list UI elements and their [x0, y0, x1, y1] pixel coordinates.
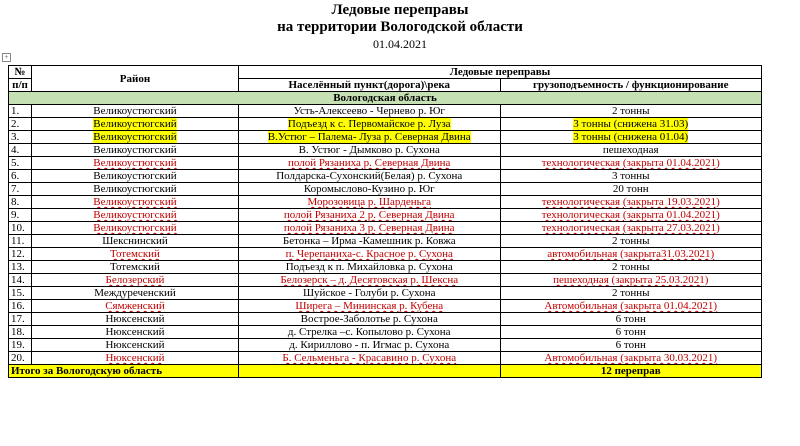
row-place — [239, 196, 501, 209]
row-place — [239, 209, 501, 222]
table-row — [9, 235, 762, 248]
row-capacity — [500, 183, 762, 196]
row-number-text: 5. — [11, 157, 20, 169]
table-row — [9, 196, 762, 209]
table-row — [9, 313, 762, 326]
row-number-text: 15. — [11, 287, 25, 299]
table-row — [9, 170, 762, 183]
table-row — [9, 209, 762, 222]
row-place-text: Шуйское - Голуби р. Сухона — [302, 287, 436, 299]
row-number — [9, 352, 32, 365]
row-capacity-text: 2 тонны — [611, 235, 650, 247]
row-place-text: Б. Сельменьга - Красавино р. Сухона — [282, 352, 457, 364]
row-place-text: Вострое-Заболотье р. Сухона — [300, 313, 438, 325]
row-capacity — [500, 131, 762, 144]
row-district — [32, 222, 239, 235]
row-capacity-text: 3 тонны (снижена 01.04) — [573, 131, 689, 143]
row-number — [9, 105, 32, 118]
row-number-text: 4. — [11, 144, 20, 156]
row-capacity — [500, 248, 762, 261]
row-number-text: 2. — [11, 118, 20, 130]
row-number-text: 18. — [11, 326, 25, 338]
row-district-text: Великоустюгский — [93, 118, 177, 130]
table-row — [9, 118, 762, 131]
row-number — [9, 157, 32, 170]
row-district-text: Великоустюгский — [93, 183, 177, 195]
row-capacity-text: 2 тонны — [611, 287, 650, 299]
row-place-text: Полдарска-Сухонский(Белая) р. Сухона — [276, 170, 463, 182]
total-empty — [239, 365, 501, 378]
row-place — [239, 274, 501, 287]
row-district — [32, 235, 239, 248]
doc-title-line1: Ледовые переправы — [331, 2, 469, 18]
row-capacity — [500, 144, 762, 157]
row-capacity — [500, 118, 762, 131]
row-capacity-text: технологическая (закрыта 19.03.2021) — [541, 196, 720, 208]
row-capacity — [500, 170, 762, 183]
table-row — [9, 326, 762, 339]
header-district: Район — [32, 66, 239, 92]
row-district-text: Великоустюгский — [93, 105, 177, 117]
row-district — [32, 131, 239, 144]
row-place-text: полой Рязаниха 3 р. Северная Двина — [283, 222, 455, 234]
row-place-text: Подъезд к с. Первомайское р. Луза — [287, 118, 451, 130]
row-place-text: Коромыслово-Кузино р. Юг — [303, 183, 435, 195]
row-capacity-text: 3 тонны (снижена 31.03) — [573, 118, 689, 130]
row-number — [9, 196, 32, 209]
row-number-text: 3. — [11, 131, 20, 143]
row-district — [32, 196, 239, 209]
row-place-text: п. Черепаниха-с. Красное р. Сухона — [285, 248, 453, 260]
row-place — [239, 352, 501, 365]
row-capacity — [500, 105, 762, 118]
row-district — [32, 183, 239, 196]
row-place — [239, 313, 501, 326]
row-capacity-text: технологическая (закрыта 27.03.2021) — [541, 222, 720, 234]
row-district-text: Великоустюгский — [93, 222, 177, 234]
row-district — [32, 339, 239, 352]
row-place-text: Ширега – Мининская р. Кубена — [295, 300, 444, 312]
table-row — [9, 222, 762, 235]
row-place — [239, 118, 501, 131]
row-district — [32, 170, 239, 183]
row-district-text: Великоустюгский — [93, 157, 177, 169]
row-number — [9, 313, 32, 326]
table-row — [9, 144, 762, 157]
row-district — [32, 352, 239, 365]
row-capacity-text: Автомобильная (закрыта 30.03.2021) — [544, 352, 718, 364]
row-number-text: 17. — [11, 313, 25, 325]
row-number — [9, 326, 32, 339]
header-num: № — [9, 66, 32, 79]
row-capacity-text: пешеходная (закрыта 25.03.2021) — [553, 274, 709, 286]
row-place — [239, 157, 501, 170]
row-capacity — [500, 261, 762, 274]
row-place-text: В. Устюг - Дымково р. Сухона — [298, 144, 440, 156]
row-capacity-text: 6 тонн — [615, 339, 646, 351]
row-number — [9, 235, 32, 248]
row-district-text: Нюксенский — [105, 352, 165, 364]
row-place-text: Усть-Алексеево - Черневo р. Юг — [293, 105, 445, 117]
row-capacity-text: 20 тонн — [612, 183, 649, 195]
table-row — [9, 261, 762, 274]
row-district-text: Тотемский — [110, 248, 160, 260]
row-place — [239, 183, 501, 196]
row-capacity-text: 6 тонн — [615, 326, 646, 338]
table-row — [9, 131, 762, 144]
row-capacity-text: технологическая (закрыта 01.04.2021) — [541, 157, 720, 169]
row-district — [32, 248, 239, 261]
row-place-text: д. Кириллово - п. Игмас р. Сухона — [289, 339, 450, 351]
table-row — [9, 105, 762, 118]
row-place — [239, 326, 501, 339]
row-capacity — [500, 196, 762, 209]
row-number — [9, 248, 32, 261]
row-number — [9, 287, 32, 300]
row-number — [9, 183, 32, 196]
row-capacity-text: пешеходная — [602, 144, 659, 156]
row-district-text: Великоустюгский — [93, 144, 177, 156]
row-number-text: 16. — [11, 300, 25, 312]
row-number — [9, 261, 32, 274]
total-label: Итого за Вологодскую область — [9, 365, 239, 378]
row-district-text: Тотемский — [110, 261, 160, 273]
header-group: Ледовые переправы — [239, 66, 762, 79]
row-place — [239, 131, 501, 144]
row-number-text: 11. — [11, 235, 25, 247]
row-capacity-text: автомобильная (закрыта31.03.2021) — [547, 248, 715, 260]
row-district — [32, 157, 239, 170]
row-capacity — [500, 209, 762, 222]
row-district — [32, 118, 239, 131]
row-place — [239, 235, 501, 248]
row-place — [239, 339, 501, 352]
row-place-text: В.Устюг – Палема- Луза р. Северная Двина — [267, 131, 471, 143]
row-capacity-text: 3 тонны — [611, 170, 650, 182]
row-place-text: Белозерск – д. Десятовская р. Шексна — [280, 274, 459, 286]
row-number — [9, 144, 32, 157]
header-place: Населённый пункт(дорога)\река — [239, 79, 501, 92]
row-number — [9, 170, 32, 183]
total-value: 12 переправ — [500, 365, 762, 378]
row-capacity — [500, 157, 762, 170]
row-district-text: Нюксенский — [105, 326, 165, 338]
row-district-text: Белозерский — [105, 274, 165, 286]
row-district-text: Великоустюгский — [93, 196, 177, 208]
row-capacity — [500, 313, 762, 326]
row-district — [32, 274, 239, 287]
row-number-text: 1. — [11, 105, 20, 117]
row-capacity — [500, 339, 762, 352]
table-row — [9, 352, 762, 365]
row-district — [32, 105, 239, 118]
row-capacity-text: Автомобильная (закрыта 01.04.2021) — [544, 300, 718, 312]
row-place — [239, 144, 501, 157]
row-district — [32, 287, 239, 300]
row-place — [239, 222, 501, 235]
row-number — [9, 131, 32, 144]
row-number-text: 13. — [11, 261, 25, 273]
row-place — [239, 170, 501, 183]
row-capacity-text: технологическая (закрыта 01.04.2021) — [541, 209, 720, 221]
row-number-text: 6. — [11, 170, 20, 182]
row-capacity — [500, 274, 762, 287]
row-place-text: Подъезд к п. Михайловка р. Сухона — [285, 261, 453, 273]
row-district-text: Великоустюгский — [93, 209, 177, 221]
table-row — [9, 300, 762, 313]
row-number — [9, 222, 32, 235]
row-capacity-text: 6 тонн — [615, 313, 646, 325]
row-place — [239, 105, 501, 118]
table-row — [9, 157, 762, 170]
row-place — [239, 261, 501, 274]
row-district-text: Междуреченский — [94, 287, 176, 299]
row-district — [32, 313, 239, 326]
row-capacity — [500, 287, 762, 300]
row-district — [32, 326, 239, 339]
row-number-text: 20. — [11, 352, 25, 364]
row-number — [9, 339, 32, 352]
row-district — [32, 209, 239, 222]
row-number — [9, 300, 32, 313]
row-capacity — [500, 352, 762, 365]
row-district-text: Шекснинский — [102, 235, 168, 247]
row-number-text: 14. — [11, 274, 25, 286]
doc-title-line2: на территории Вологодской области — [277, 19, 523, 35]
row-district-text: Великоустюгский — [93, 170, 177, 182]
row-number-text: 9. — [11, 209, 20, 221]
row-capacity — [500, 222, 762, 235]
region-row: Вологодская область — [9, 92, 762, 105]
row-number — [9, 209, 32, 222]
row-place — [239, 300, 501, 313]
row-place-text: Морозовица р. Шарденьга — [307, 196, 431, 208]
row-number-text: 7. — [11, 183, 20, 195]
row-number-text: 19. — [11, 339, 25, 351]
table-row — [9, 183, 762, 196]
row-number — [9, 118, 32, 131]
row-district — [32, 144, 239, 157]
row-capacity-text: 2 тонны — [611, 105, 650, 117]
row-number — [9, 274, 32, 287]
row-district — [32, 261, 239, 274]
row-number-text: 8. — [11, 196, 20, 208]
row-district-text: Великоустюгский — [93, 131, 177, 143]
row-place — [239, 248, 501, 261]
row-place-text: Бетонка – Ирма -Камешник р. Ковжа — [282, 235, 456, 247]
row-number-text: 10. — [11, 222, 25, 234]
row-capacity — [500, 300, 762, 313]
header-capacity: грузоподъемность / функционирование — [500, 79, 762, 92]
row-district-text: Нюксенский — [105, 339, 165, 351]
row-place — [239, 287, 501, 300]
row-number-text: 12. — [11, 248, 25, 260]
table-row — [9, 287, 762, 300]
row-place-text: полой Рязаниха 2 р. Северная Двина — [283, 209, 455, 221]
row-place-text: д. Стрелка –с. Копылово р. Сухона — [287, 326, 451, 338]
row-capacity-text: 2 тонны — [611, 261, 650, 273]
table-row — [9, 274, 762, 287]
row-district-text: Сямженский — [105, 300, 165, 312]
row-district-text: Нюксенский — [105, 313, 165, 325]
doc-date: 01.04.2021 — [373, 37, 427, 51]
row-capacity — [500, 235, 762, 248]
table-row — [9, 339, 762, 352]
ice-crossings-table — [8, 65, 762, 378]
row-place-text: полой Рязаниха р. Северная Двина — [288, 157, 451, 169]
table-row — [9, 248, 762, 261]
row-district — [32, 300, 239, 313]
row-capacity — [500, 326, 762, 339]
header-num-sub: п/п — [9, 79, 32, 92]
table-move-handle-icon[interactable]: + — [2, 53, 11, 62]
